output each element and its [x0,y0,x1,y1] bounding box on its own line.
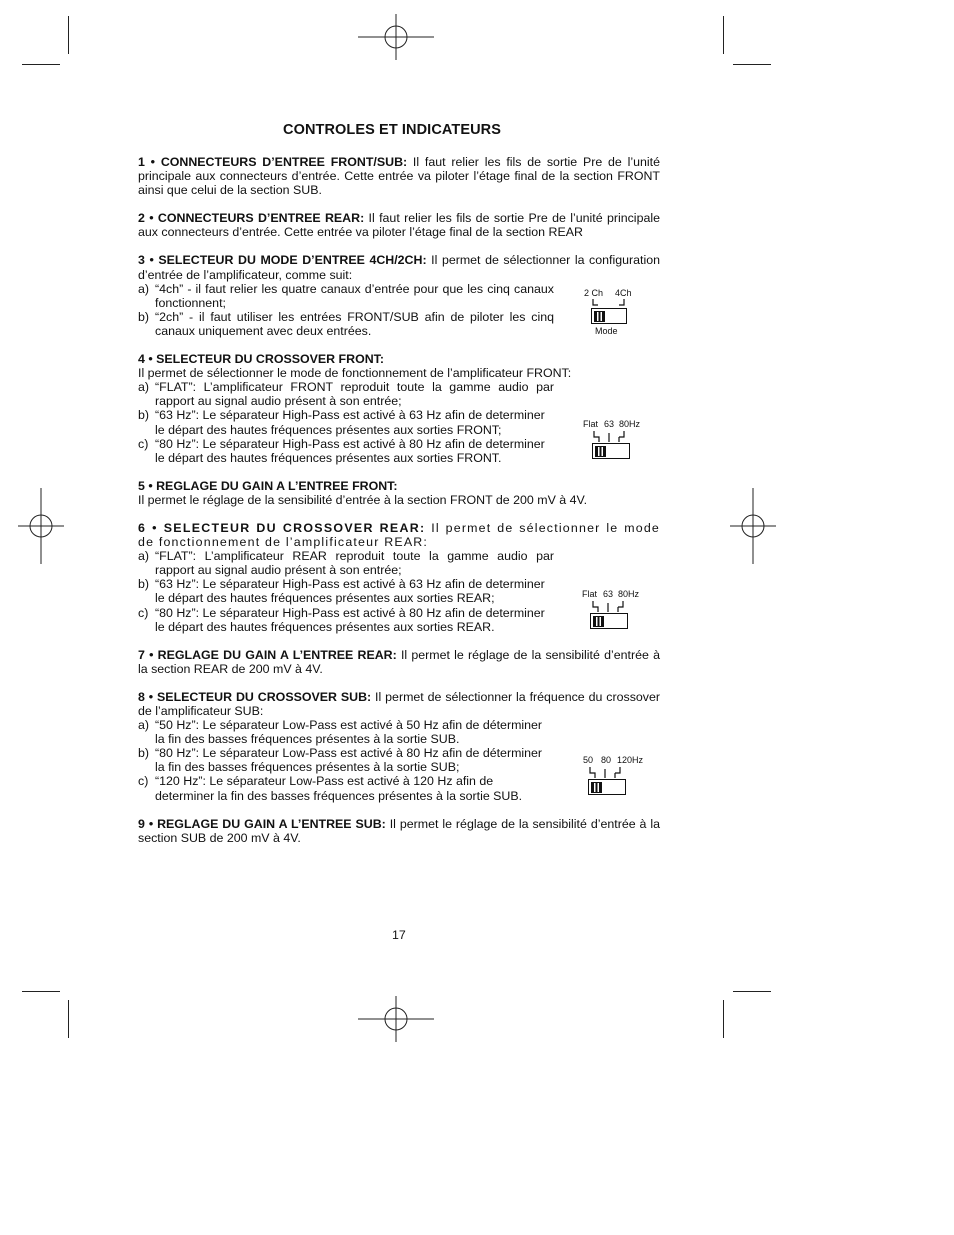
item-text: Il faut relier les fils de sortie Pre de l’unité principale aux connecteurs d’entrée. Cette entrée va piloter l’étage final de la section REAR [138,211,660,240]
switch-label: 80Hz [618,589,640,599]
sub-item: c) “120 Hz”: Le séparateur Low-Pass est activé à 120 Hz afin de determiner la fin des basses fréquences présentes à la sortie SUB. [138,774,523,803]
crop-mark [22,64,60,65]
item-heading: 3 • SELECTEUR DU MODE D’ENTREE 4CH/2CH: [138,253,427,268]
item-text: Il permet le réglage de la sensibilité d’entrée à la section SUB de 200 mV à 4V. [138,816,660,845]
item-heading: 2 • CONNECTEURS D’ENTREE REAR: [138,211,365,226]
item-heading: 4 • SELECTEUR DU CROSSOVER FRONT: [138,352,384,367]
mode-switch-diagram [584,288,644,340]
sub-crossover-switch-diagram [583,755,653,797]
crop-mark [22,991,60,992]
item-text: Il permet le réglage de la sensibilité d’entrée à la section FRONT de 200 mV à 4V. [138,492,588,507]
switch-label: 63 [604,419,615,429]
switch-position-marks [583,430,643,443]
switch-label: 4Ch [615,288,632,298]
crop-mark [733,64,771,65]
slide-switch [590,613,628,629]
registration-mark [18,488,64,564]
switch-position-marks [583,766,643,779]
switch-caption: Mode [595,326,618,336]
item-text: Il faut relier les fils de sortie Pre de l’unité principale aux connecteurs d’entrée. Cette entrée va piloter l’étage final de la section FRONT ainsi que celui de la section SUB. [138,155,660,198]
manual-content [138,155,660,859]
item-8 [138,690,660,803]
rear-crossover-switch-diagram [582,589,652,631]
item-heading: 7 • REGLAGE DU GAIN A L’ENTREE REAR: [138,647,397,662]
sub-item: a) “50 Hz”: Le séparateur Low-Pass est activé à 50 Hz afin de déterminer la fin des basses fréquences présentes à la sortie SUB. [138,718,543,747]
slide-switch [592,443,630,459]
switch-knob [594,311,605,322]
item-heading: 8 • SELECTEUR DU CROSSOVER SUB: [138,689,372,704]
item-9 [138,817,660,845]
item-3 [138,253,660,338]
item-1 [138,155,660,197]
switch-position-marks [584,298,634,308]
crop-mark [733,991,771,992]
registration-mark [358,996,434,1042]
sub-item: b) “63 Hz”: Le séparateur High-Pass est activé à 63 Hz afin de determiner le départ des hautes fréquences présentes aux sorties REAR; [138,577,545,606]
switch-knob [595,446,606,457]
sub-item: b) “2ch” - il faut utiliser les entrées FRONT/SUB afin de piloter les cinq canaux uniquement avec deux entrées. [138,309,554,338]
crop-mark [723,16,724,54]
sub-item: c) “80 Hz”: Le séparateur High-Pass est activé à 80 Hz afin de determiner le départ des hautes fréquences présentes aux sorties REAR. [138,605,545,634]
item-heading: 1 • CONNECTEURS D’ENTREE FRONT/SUB: [138,155,408,169]
sub-item: a) “FLAT”: L’amplificateur FRONT reproduit toute la gamme audio par rapport au signal audio présent à son entrée; [138,380,554,409]
item-text: Il permet le réglage de la sensibilité d’entrée à la section REAR de 200 mV à 4V. [138,647,660,676]
item-5 [138,479,660,507]
switch-label: 80Hz [619,419,641,429]
sub-item: c) “80 Hz”: Le séparateur High-Pass est activé à 80 Hz afin de determiner le départ des hautes fréquences présentes aux sorties FRONT. [138,436,545,465]
front-crossover-switch-diagram [583,419,653,461]
crop-mark [68,16,69,54]
item-4 [138,352,660,465]
crop-mark [68,1000,69,1038]
switch-label: Flat [583,419,599,429]
page-number: 17 [392,928,406,942]
switch-label: 63 [603,589,614,599]
switch-label: Flat [582,589,598,599]
switch-label: 120Hz [617,755,644,765]
item-7 [138,648,660,676]
switch-label: 50 [583,755,594,765]
item-text: Il permet de sélectionner la fréquence du crossover de l’amplificateur SUB: [138,689,660,718]
item-heading: 6 • SELECTEUR DU CROSSOVER REAR: [138,520,426,535]
slide-switch [591,308,627,324]
item-2 [138,211,660,239]
registration-mark [730,488,776,564]
registration-mark [358,14,434,60]
sub-item: b) “63 Hz”: Le séparateur High-Pass est activé à 63 Hz afin de determiner le départ des hautes fréquences présentes aux sorties FRONT; [138,408,545,437]
sub-item: a) “FLAT”: L’amplificateur REAR reproduit toute la gamme audio par rapport au signal audio présent à son entrée; [138,549,554,578]
item-text: Il permet de sélectionner le mode de fonctionnement de l’amplificateur REAR: [138,520,660,550]
item-heading: 5 • REGLAGE DU GAIN A L’ENTREE FRONT: [138,478,398,493]
switch-label: 80 [601,755,612,765]
switch-knob [591,782,602,793]
crop-mark [723,1000,724,1038]
item-text: Il permet de sélectionner la configuration d’entrée de l’amplificateur, comme suit: [138,253,660,282]
switch-label: 2 Ch [584,288,604,298]
item-heading: 9 • REGLAGE DU GAIN A L’ENTREE SUB: [138,816,386,831]
slide-switch [588,779,626,795]
switch-position-marks [582,600,642,613]
sub-item: a) “4ch” - il faut relier les quatre canaux d’entrée pour que les cinq canaux fonctionnent; [138,281,554,310]
page-title: CONTROLES ET INDICATEURS [283,122,502,138]
item-text: Il permet de sélectionner le mode de fonctionnement de l’amplificateur FRONT: [138,366,572,381]
sub-item: b) “80 Hz”: Le séparateur Low-Pass est activé à 80 Hz afin de déterminer la fin des basses fréquences présentes à la sortie SUB; [138,746,543,775]
switch-knob [593,616,604,627]
